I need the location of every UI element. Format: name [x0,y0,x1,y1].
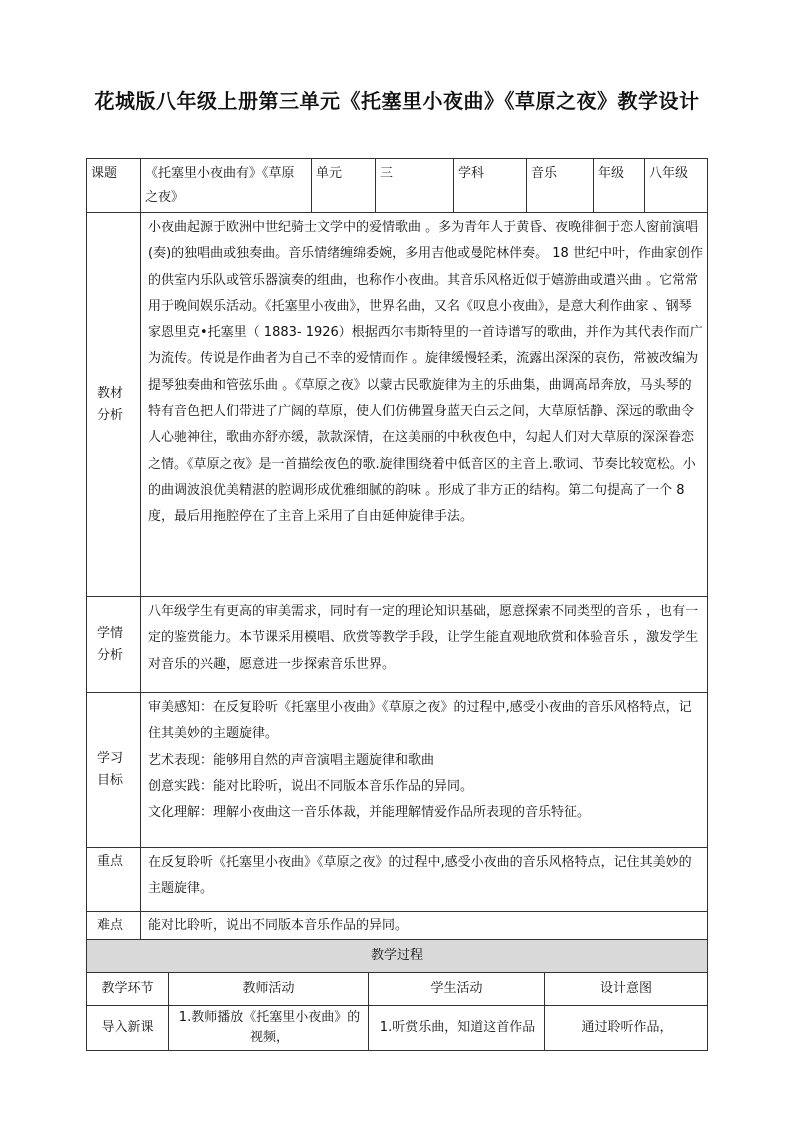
subject-value: 音乐 [527,159,594,213]
unit-label: 单元 [312,159,376,213]
goal-item: 创意实践：能对比聆听，说出不同版本音乐作品的异同。 [148,778,474,794]
grade-value: 八年级 [645,159,708,213]
material-text: 小夜曲起源于欧洲中世纪骑士文学中的爱情歌曲 。多为青年人于黄昏、夜晚徘徊于恋人窗前演唱(奏)的独唱曲或独奏曲。音乐情绪缠绵委婉，多用吉他或曼陀林伴奏。 18 世纪中叶，作曲家创作的供室内乐队或管乐器演奏的组曲，也称作小夜曲。其音乐风格近似于嬉游曲或遣兴曲 。它常常用于晚间娱乐活动。《托塞里小夜曲》，世界名曲，又名《叹息小夜曲》，是意大利作曲家 、钢琴家恩里克•托塞里（ 1883- 1926）根据西尔韦斯特里的一首诗谱写的歌曲，并作为其代表作而广为流传。传说是作曲者为自己不幸的爱情而作 。旋律缓慢轻柔，流露出深深的哀伤，常被改编为提琴独奏曲和管弦乐曲 。《草原之夜》以蒙古民歌旋律为主的乐曲集，曲调高昂奔放，马头琴的特有音色把人们带进了广阔的草原，使人们仿佛置身蓝天白云之间，大草原恬静、深远的歌曲令人心驰神往，歌曲亦舒亦缓，款款深情，在这美丽的中秋夜色中，勾起人们对大草原的深深眷恋之情。《草原之夜》是一首描绘夜色的歌.旋律围绕着中低音区的主音上.歌词、节奏比较宽松。小的曲调波浪优美精湛的腔调形成优雅细腻的韵味 。形成了非方正的结构。第二句提高了一个 8 度，最后用拖腔停在了主音上采用了自由延伸旋律手法。 [141,213,708,597]
column-header: 设计意图 [545,973,708,1006]
goals-row [87,693,708,848]
goals-list [141,693,708,848]
student-row [87,597,708,693]
table-cell: 1.教师播放《托塞里小夜曲》的视频， [169,1006,369,1051]
goal-item: 文化理解：理解小夜曲这一音乐体裁，并能理解情爱作品所表现的音乐特征。 [148,805,591,821]
table-row [87,1006,708,1051]
student-label: 学情分析 [97,625,124,663]
difficulty-label: 难点 [87,912,141,943]
process-title-row [87,940,708,973]
key-text: 在反复聆听《托塞里小夜曲》《草原之夜》的过程中,感受小夜曲的音乐风格特点，记住其美妙的主题旋律。 [141,848,708,912]
topic-value: 《托塞里小夜曲有》《草原之夜》 [141,159,312,213]
table-cell: 通过聆听作品， [545,1006,708,1051]
document-title: 花城版八年级上册第三单元《托塞里小夜曲》《草原之夜》教学设计 [94,89,700,113]
difficulty-row [87,912,708,943]
goal-item: 审美感知：在反复聆听《托塞里小夜曲》《草原之夜》的过程中,感受小夜曲的音乐风格特点，记住其美妙的主题旋律。 [148,700,692,742]
lesson-info-table [86,158,708,943]
unit-value: 三 [376,159,454,213]
teaching-process-table [86,939,708,1051]
column-header: 教师活动 [169,973,369,1006]
subject-label: 学科 [454,159,527,213]
difficulty-text: 能对比聆听，说出不同版本音乐作品的异同。 [141,912,708,943]
column-header: 教学环节 [87,973,169,1006]
material-row [87,213,708,597]
grade-label: 年级 [594,159,645,213]
student-text: 八年级学生有更高的审美需求，同时有一定的理论知识基础，愿意探索不同类型的音乐 ，也有一定的鉴赏能力。本节课采用模唱、欣赏等教学手段，让学生能直观地欣赏和体验音乐 ，激发学生对音乐的兴趣，愿意进一步探索音乐世界。 [141,597,708,693]
goal-item: 艺术表现：能够用自然的声音演唱主题旋律和歌曲 [148,752,435,768]
key-row [87,848,708,912]
topic-row [87,159,708,213]
table-cell: 1.听赏乐曲，知道这首作品 [369,1006,545,1051]
column-header: 学生活动 [369,973,545,1006]
material-label: 教材分析 [97,385,124,423]
key-label: 重点 [87,848,141,912]
goals-label: 学习目标 [97,751,124,788]
process-header-row [87,973,708,1006]
topic-label: 课题 [87,159,141,213]
table-cell: 导入新课 [87,1006,169,1051]
process-title: 教学过程 [87,940,708,973]
